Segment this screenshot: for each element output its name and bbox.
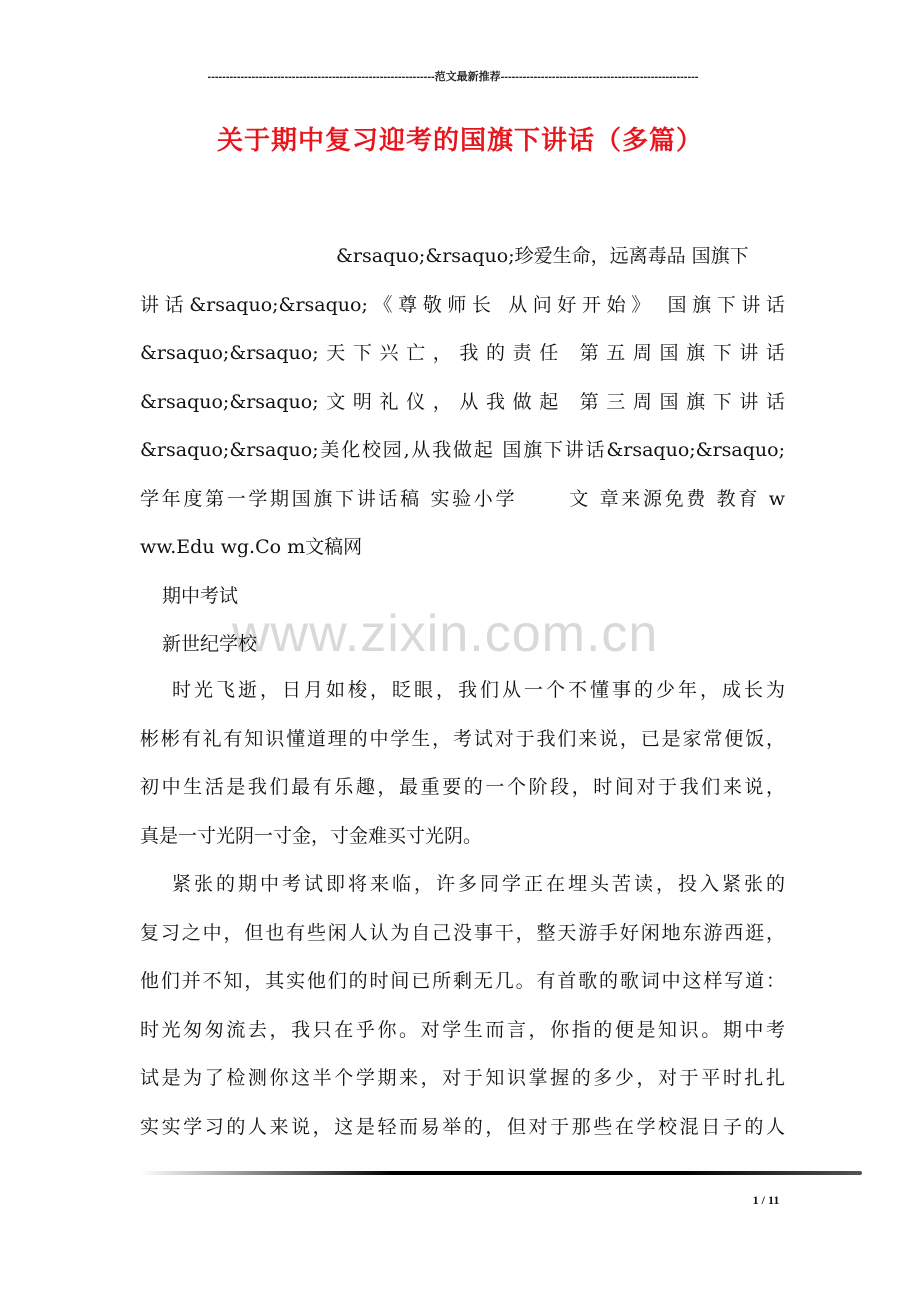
subject-line: 期中考试 — [162, 584, 239, 607]
paragraph-line: 实实学习的人来说，这是轻而易举的，但对于那些在学校混日子的人 — [140, 1115, 785, 1138]
page-number: 1 / 11 — [752, 1193, 780, 1207]
intro-block — [140, 232, 785, 669]
footer-rule — [140, 1171, 862, 1175]
paragraph-line: 试是为了检测你这半个学期来，对于知识掌握的多少，对于平时扎扎 — [140, 1067, 785, 1089]
intro-line: &rsaquo;&rsaquo;文明礼仪，从我做起 第三周国旗下讲话 — [140, 390, 785, 413]
paragraph-line: 紧张的期中考试即将来临，许多同学正在埋头苦读，投入紧张的 — [172, 873, 785, 895]
intro-line: 讲话&rsaquo;&rsaquo;《尊敬师长 从问好开始》 国旗下讲话 — [140, 293, 785, 316]
intro-line: 学年度第一学期国旗下讲话稿 实验小学 文 章来源免费 教育 w — [140, 487, 785, 510]
intro-line: &rsaquo;&rsaquo;天下兴亡，我的责任 第五周国旗下讲话 — [140, 342, 785, 364]
watermark: www.zixin.com.cn — [232, 605, 659, 663]
paragraph-2 — [140, 860, 785, 1151]
paragraph-1 — [140, 666, 785, 860]
document-title: 关于期中复习迎考的国旗下讲话（多篇） — [216, 126, 703, 156]
page-header: --------------------------------------------------------------范文最新推荐------------------------------------------------------ — [207, 71, 699, 83]
paragraph-line: 初中生活是我们最有乐趣，最重要的一个阶段，时间对于我们来说， — [140, 776, 785, 798]
paragraph-line: 他们并不知，其实他们的时间已所剩无几。有首歌的歌词中这样写道： — [140, 970, 785, 992]
intro-line: ww.Edu wg.Co m文稿网 — [140, 536, 363, 558]
school-line: 新世纪学校 — [162, 633, 258, 655]
paragraph-line: 时光匆匆流去，我只在乎你。对学生而言，你指的便是知识。期中考 — [140, 1018, 785, 1041]
paragraph-line: 真是一寸光阴一寸金，寸金难买寸光阴。 — [140, 824, 483, 847]
paragraph-line: 时光飞逝，日月如梭，眨眼，我们从一个不懂事的少年，成长为 — [172, 679, 785, 701]
paragraph-line: 复习之中，但也有些闲人认为自己没事干，整天游手好闲地东游西逛， — [140, 921, 785, 944]
paragraph-line: 彬彬有礼有知识懂道理的中学生，考试对于我们来说，已是家常便饭， — [140, 727, 785, 750]
intro-line: &rsaquo;&rsaquo;珍爱生命，远离毒品 国旗下 — [336, 245, 749, 267]
intro-line: &rsaquo;&rsaquo;美化校园,从我做起 国旗下讲话&rsaquo;&rsaquo; — [140, 439, 785, 461]
